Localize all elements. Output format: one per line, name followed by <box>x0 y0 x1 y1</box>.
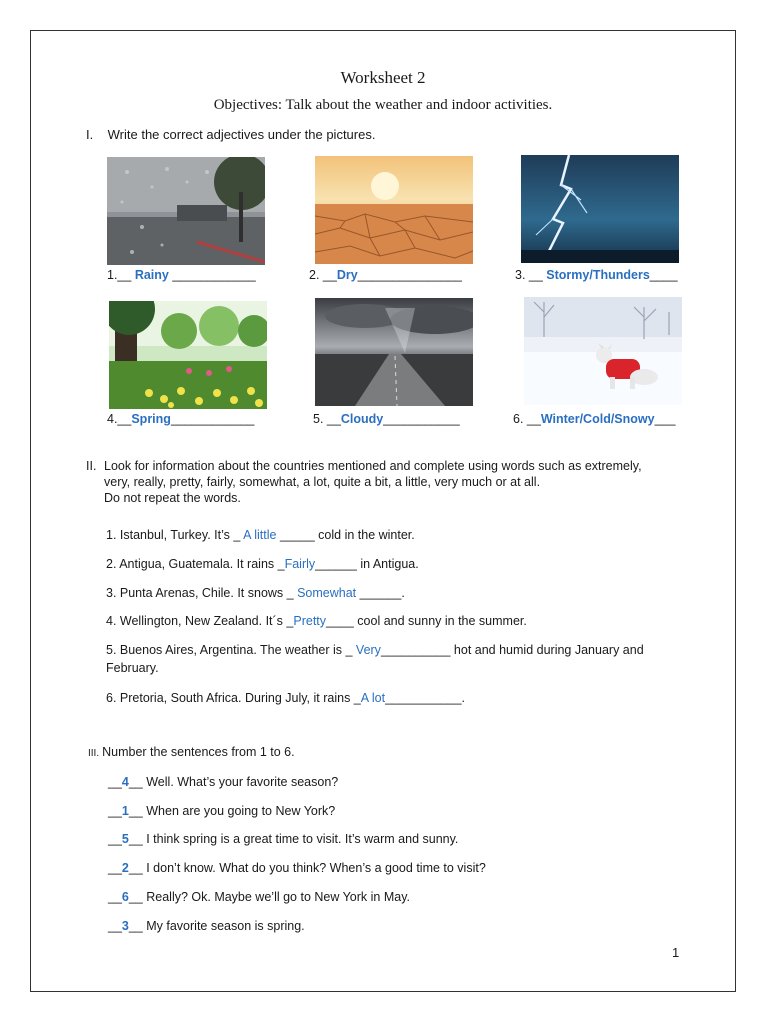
section-2-numeral: II. <box>86 459 97 473</box>
section-2-item-2: 2. Antigua, Guatemala. It rains _Fairly______ in Antigua. <box>106 557 419 571</box>
picture-winter <box>524 297 682 405</box>
picture-rainy <box>107 157 265 265</box>
caption-4: 4.__Spring____________ <box>107 412 255 426</box>
section-3-item-4: __2__ I don’t know. What do you think? When’s a good time to visit? <box>108 861 486 875</box>
caption-1: 1.__ Rainy ____________ <box>107 268 256 282</box>
answer-1: Rainy <box>131 268 169 282</box>
picture-spring <box>109 301 267 409</box>
fill-answer-4: Pretty <box>293 614 327 628</box>
picture-dry <box>315 156 473 264</box>
caption-3: 3. __ Stormy/Thunders____ <box>515 268 678 282</box>
page-number: 1 <box>672 945 680 960</box>
section-1-heading <box>86 127 375 142</box>
caption-6: 6. __Winter/Cold/Snowy___ <box>513 412 676 426</box>
fill-answer-3: Somewhat <box>297 586 357 600</box>
picture-stormy <box>521 155 679 263</box>
section-3-numeral: III. <box>88 748 100 759</box>
section-3-item-3: __5__ I think spring is a great time to visit. It’s warm and sunny. <box>108 832 459 846</box>
fill-answer-6: A lot <box>360 691 386 705</box>
section-2-item-3: 3. Punta Arenas, Chile. It snows _ Somewhat ______. <box>106 586 405 600</box>
section-1-text: Write the correct adjectives under the pictures. <box>107 127 376 142</box>
order-number-2: 1 <box>121 804 129 818</box>
section-2-item-5: 5. Buenos Aires, Argentina. The weather is _ Very__________ hot and humid during January and February. <box>106 643 644 675</box>
order-number-4: 2 <box>121 861 129 875</box>
order-number-5: 6 <box>121 890 129 904</box>
answer-5: Cloudy <box>340 412 384 426</box>
answer-6: Winter/Cold/Snowy <box>540 412 655 426</box>
fill-answer-2: Fairly <box>284 557 316 571</box>
section-3-item-6: __3__ My favorite season is spring. <box>108 919 305 933</box>
section-3-item-2: __1__ When are you going to New York? <box>108 804 336 818</box>
fill-answer-5: Very <box>355 643 381 657</box>
section-2-item-4: 4. Wellington, New Zealand. It´s _Pretty____ cool and sunny in the summer. <box>106 614 527 628</box>
section-2-item-6: 6. Pretoria, South Africa. During July, it rains _A lot___________. <box>106 691 466 705</box>
section-3-item-1: __4__ Well. What’s your favorite season? <box>108 775 339 789</box>
picture-cloudy <box>315 298 473 406</box>
order-number-6: 3 <box>121 919 129 933</box>
page-title: Worksheet 2 <box>340 68 426 87</box>
fill-answer-1: A little <box>243 528 277 542</box>
answer-3: Stormy/Thunders <box>546 268 650 282</box>
section-1-numeral: I. <box>86 127 94 142</box>
section-3-text: Number the sentences from 1 to 6. <box>102 745 295 759</box>
caption-2: 2. __Dry_______________ <box>309 268 462 282</box>
caption-5: 5. __Cloudy___________ <box>313 412 460 426</box>
section-2-intro: II. Look for information about the countries mentioned and complete using words such as extremely, very, really, pretty, fairly, somewhat, a lot, quite a bit, a little, very much or at all. Do not repeat the words. <box>86 459 642 505</box>
answer-4: Spring <box>131 412 171 426</box>
answer-2: Dry <box>336 268 358 282</box>
order-number-3: 5 <box>121 832 129 846</box>
order-number-1: 4 <box>121 775 129 789</box>
section-3-item-5: __6__ Really? Ok. Maybe we’ll go to New York in May. <box>108 890 411 904</box>
section-3-heading <box>88 745 295 759</box>
section-2-item-1: 1. Istanbul, Turkey. It’s _ A little _____ cold in the winter. <box>106 528 415 542</box>
objectives-line: Objectives: Talk about the weather and indoor activities. <box>213 97 553 113</box>
